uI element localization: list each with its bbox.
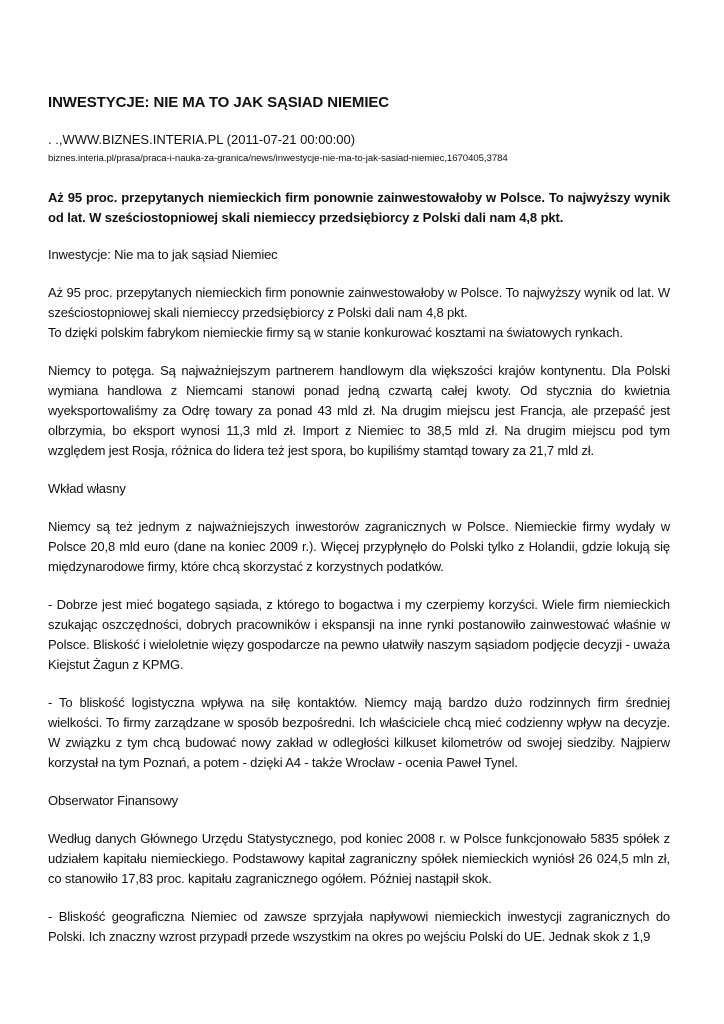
paragraph-4: - Dobrze jest mieć bogatego sąsiada, z którego to bogactwa i my czerpiemy korzyści. Wiele firm niemieckich szukając oszczędności, dobrych pracowników i ekspansji na inne rynki postanowiło zainwestować właśnie w Polsce. Bliskość i wieloletnie więzy gospodarcze na pewno ułatwiły naszym sąsiadom podjęcie decyzji - uważa Kiejstut Żagun z KPMG. [48, 597, 670, 672]
paragraph-2: Niemcy to potęga. Są najważniejszym partnerem handlowym dla większości krajów kontynentu. Dla Polski wymiana handlowa z Niemcami stanowi ponad jedną czwartą całej kwoty. Od stycznia do kwietnia wyeksportowaliśmy za Odrę towary za ponad 43 mld zł. Na drugim miejscu jest Francja, ale przepaść jest olbrzymia, bo eksport wynosi 11,3 mld zł. Import z Niemiec to 38,5 mld zł. Na drugim miejscu pod tym względem jest Rosja, różnica do lidera też jest spora, bo kupiliśmy stamtąd towary za 21,7 mld zł. [48, 363, 670, 458]
document-page [48, 94, 670, 965]
paragraph-3: Niemcy są też jednym z najważniejszych inwestorów zagranicznych w Polsce. Niemieckie firmy wydały w Polsce 20,8 mld euro (dane na koniec 2009 r.). Więcej przypłynęło do Polski tylko z Holandii, gdzie lokują się międzynarodowe firmy, które chcą skorzystać z korzystnych podatków. [48, 519, 670, 574]
heading-repeat: Inwestycje: Nie ma to jak sąsiad Niemiec [48, 247, 278, 262]
paragraph-1 [48, 283, 670, 343]
article-source: . .,WWW.BIZNES.INTERIA.PL (2011-07-21 00:00:00) [48, 132, 356, 147]
article-url: biznes.interia.pl/prasa/praca-i-nauka-za-granica/news/inwestycje-nie-ma-to-jak-sasiad-niemiec,1670405,3784 [48, 153, 508, 164]
subheading-obserwator-finansowy: Obserwator Finansowy [48, 793, 178, 808]
paragraph-6: Według danych Głównego Urzędu Statystycznego, pod koniec 2008 r. w Polsce funkcjonowało 5835 spółek z udziałem kapitału niemieckiego. Podstawowy kapitał zagraniczny spółek niemieckich wyniósł 26 024,5 mln zł, co stanowiło 17,83 proc. kapitału zagranicznego ogółem. Później nastąpił skok. [48, 831, 670, 886]
paragraph-1-part-b: To dzięki polskim fabrykom niemieckie firmy są w stanie konkurować kosztami na światowych rynkach. [48, 325, 623, 340]
subheading-wklad-wlasny: Wkład własny [48, 481, 126, 496]
article-lead: Aż 95 proc. przepytanych niemieckich firm ponownie zainwestowałoby w Polsce. To najwyższy wynik od lat. W sześciostopniowej skali niemieccy przedsiębiorcy z Polski dali nam 4,8 pkt. [48, 190, 670, 225]
paragraph-5: - To bliskość logistyczna wpływa na siłę kontaktów. Niemcy mają bardzo dużo rodzinnych firm średniej wielkości. To firmy zarządzane w sposób bezpośredni. Ich właściciele chcą mieć codzienny wpływ na decyzje. W związku z tym chcą budować nowy zakład w odległości kilkuset kilometrów od swojej siedziby. Najpierw korzystał na tym Poznań, a potem - dzięki A4 - także Wrocław - ocenia Paweł Tynel. [48, 695, 670, 770]
paragraph-7: - Bliskość geograficzna Niemiec od zawsze sprzyjała napływowi niemieckich inwestycji zagranicznych do Polski. Ich znaczny wzrost przypadł przede wszystkim na okres po wejściu Polski do UE. Jednak skok z 1,9 [48, 909, 670, 944]
article-title: INWESTYCJE: NIE MA TO JAK SĄSIAD NIEMIEC [48, 94, 390, 111]
paragraph-1-part-a: Aż 95 proc. przepytanych niemieckich firm ponownie zainwestowałoby w Polsce. To najwyższy wynik od lat. W sześciostopniowej skali niemieccy przedsiębiorcy z Polski dali nam 4,8 pkt. [48, 285, 670, 320]
